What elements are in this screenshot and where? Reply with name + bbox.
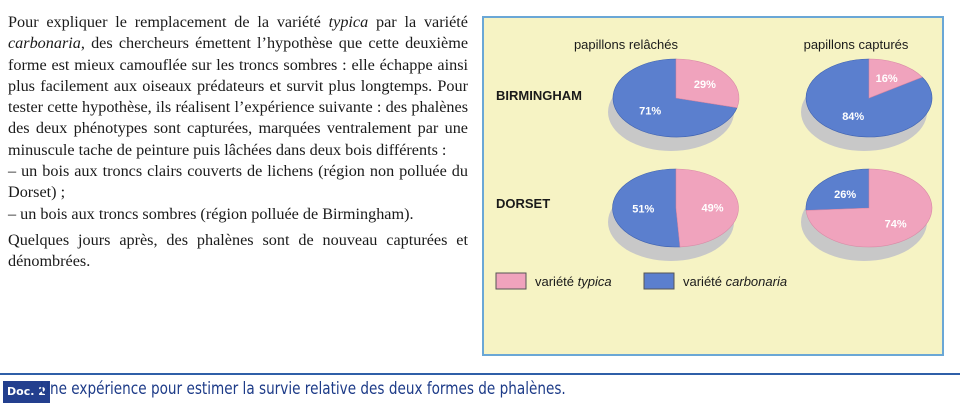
pie-charts [484, 18, 942, 354]
row-label-birmingham: BIRMINGHAM [496, 88, 582, 103]
column-header-1: papillons relâchés [573, 37, 679, 52]
paragraph-2: – un bois aux troncs clairs couverts de lichens (région non polluée du Dorset) ; [8, 162, 468, 202]
carbonaria-term: carbonaria [8, 34, 81, 53]
label-carbonaria-birmingham-released: 71% [639, 105, 662, 118]
caption-text: Une expérience pour estimer la survie relative des deux formes de phalènes. [40, 379, 566, 399]
paragraph-4: Quelques jours après, des phalènes sont de nouveau capturées et dénombrées. [8, 230, 468, 271]
doc-badge: Doc. 2 [3, 381, 50, 403]
row-label-dorset: DORSET [496, 196, 551, 211]
typica-term: typica [328, 13, 369, 31]
column-header-2: papillons capturés [803, 37, 909, 52]
chart-panel [482, 16, 944, 356]
legend-swatch-typica [496, 273, 526, 289]
label-typica-birmingham-released: 29% [693, 79, 716, 92]
legend-label-carbonaria: variété carbonaria [683, 274, 788, 289]
intro-text [8, 12, 468, 273]
legend-label-typica: variété typica [535, 274, 612, 289]
paragraph-1: Pour expliquer le remplacement de la variété typica par la variété carbonaria, des chercheurs émettent l’hypothèse que cette deuxième forme est mieux camouflée sur les troncs sombres : elle échappe ainsi plus facilement aux oiseaux prédateurs et survit plus longtemps. Pour tester cette hypothèse, ils réalisent l’expérience suivante : des phalènes des deux phénotypes sont capturées, marquées ventralement par une minuscule tache de peinture puis lâchées dans deux bois différents : [8, 13, 468, 159]
caption-bar [0, 373, 960, 410]
label-carbonaria-dorset-captured: 26% [834, 189, 857, 202]
label-carbonaria-dorset-released: 51% [632, 203, 655, 216]
paragraph-3: – un bois aux troncs sombres (région polluée de Birmingham). [8, 204, 414, 223]
label-typica-dorset-released: 49% [701, 202, 724, 215]
legend-swatch-carbonaria [644, 273, 674, 289]
label-typica-birmingham-captured: 16% [875, 73, 898, 86]
label-carbonaria-birmingham-captured: 84% [842, 110, 865, 123]
label-typica-dorset-captured: 74% [884, 218, 907, 231]
